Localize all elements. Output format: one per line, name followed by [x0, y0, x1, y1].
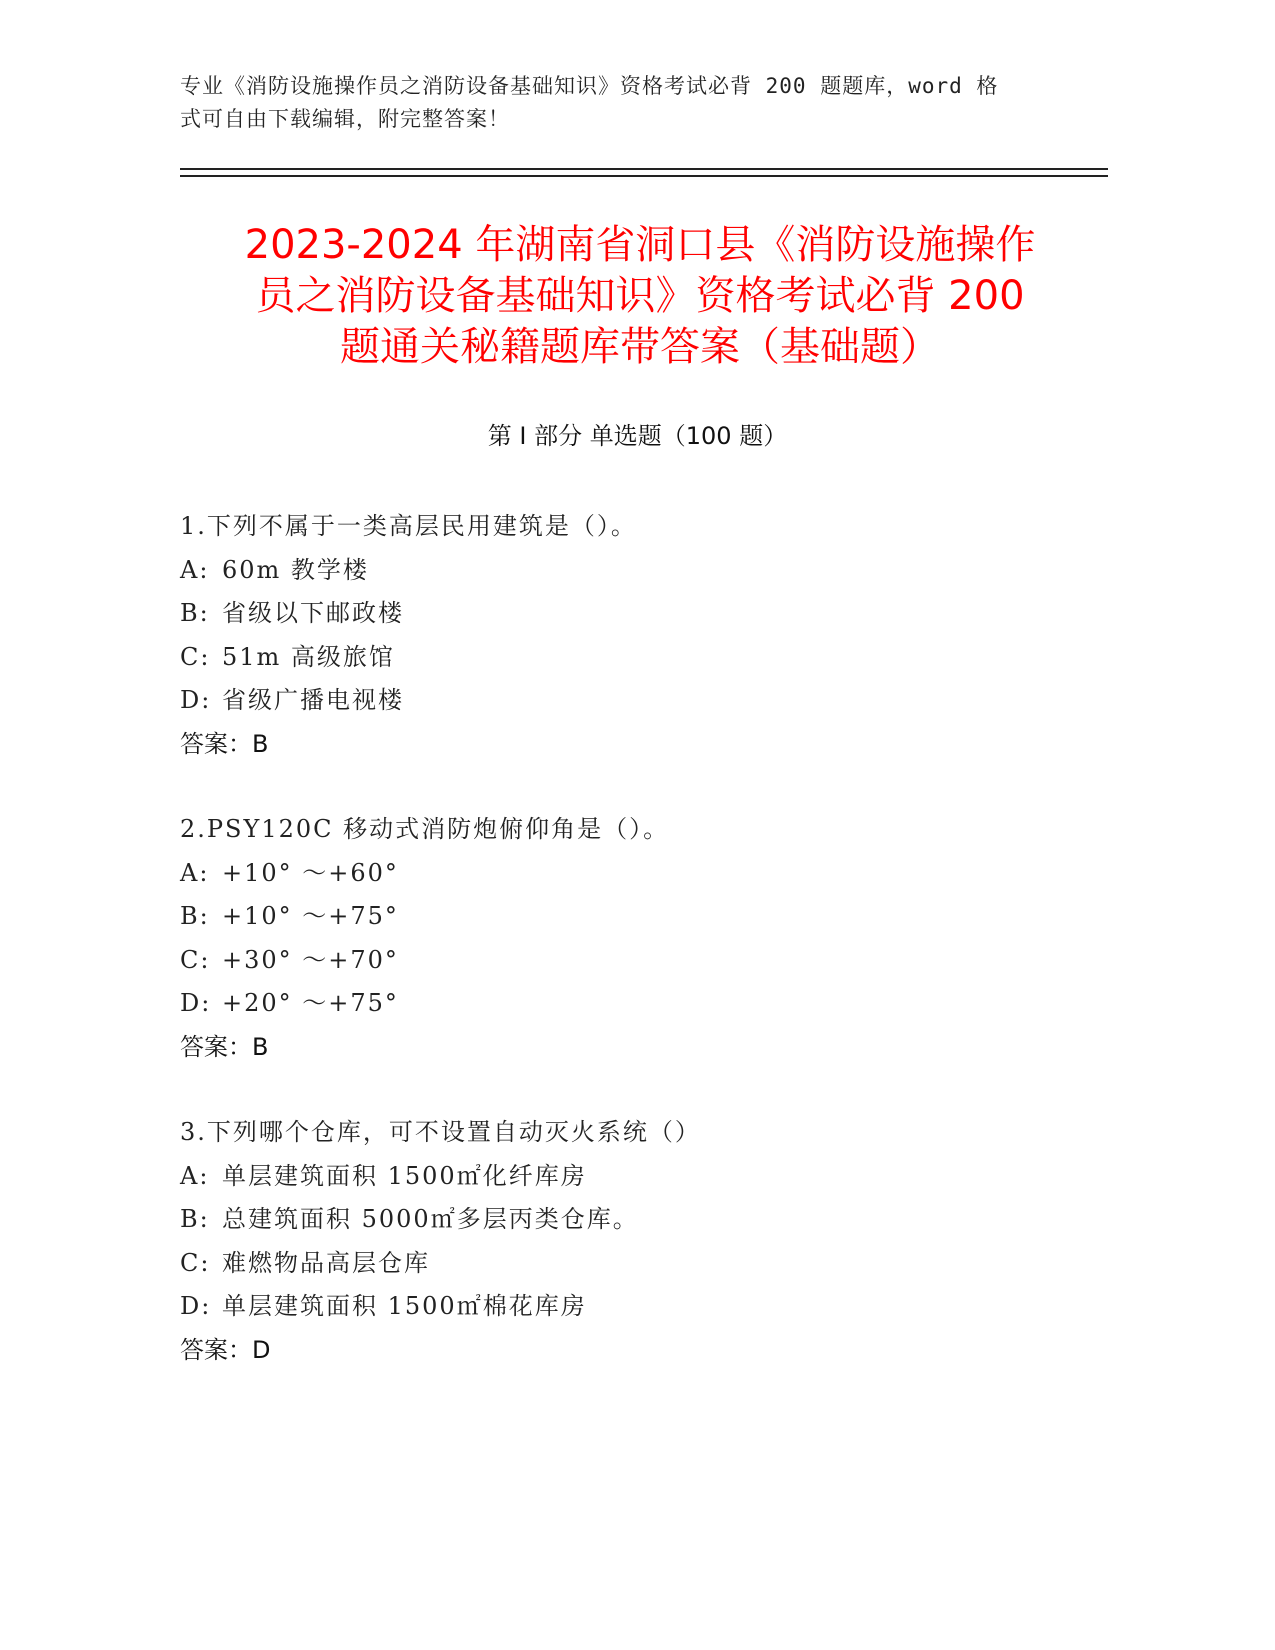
option-b [180, 1198, 1100, 1242]
option-letter: A: [180, 1161, 210, 1190]
option-c [180, 636, 1100, 680]
question-stem: 3.下列哪个仓库，可不设置自动灭火系统（） [180, 1118, 701, 1146]
document-title-line-1: 2023-2024 年湖南省洞口县《消防设施操作 [244, 222, 1036, 268]
option-a [180, 1155, 1100, 1199]
question-item [180, 1111, 1100, 1372]
option-letter: D: [180, 1292, 212, 1320]
option-b [180, 592, 1100, 636]
header-note-line-1: 专业《消防设施操作员之消防设备基础知识》资格考试必背 200 题题库，word 格 [180, 74, 999, 98]
option-a [180, 549, 1100, 593]
answer-text: 答案：D [180, 1335, 271, 1364]
option-text: +30° ～+70° [222, 945, 399, 974]
option-text: +10° ～+75° [222, 902, 399, 930]
option-c [180, 939, 1100, 983]
section-title: 第 I 部分 单选题（100 题） [487, 422, 788, 450]
option-text: 60m 教学楼 [222, 555, 369, 584]
document-title-line-3: 题通关秘籍题库带答案（基础题） [340, 324, 940, 370]
option-text: 难燃物品高层仓库 [222, 1248, 430, 1277]
header-divider-bottom [180, 175, 1108, 177]
option-letter: A: [180, 858, 210, 887]
option-letter: A: [180, 555, 210, 584]
option-letter: D: [180, 989, 212, 1017]
option-letter: B: [180, 599, 210, 627]
option-letter: C: [180, 1248, 211, 1277]
question-stem: 2.PSY120C 移动式消防炮俯仰角是（）。 [180, 815, 670, 843]
option-text: 单层建筑面积 1500㎡化纤库房 [222, 1161, 587, 1190]
document-title [150, 220, 1130, 373]
option-text: +10° ～+60° [222, 858, 399, 887]
question-item [180, 808, 1100, 1069]
option-letter: B: [180, 1205, 210, 1233]
question-list [180, 505, 1100, 1414]
option-text: 省级广播电视楼 [222, 686, 404, 714]
option-text: 总建筑面积 5000㎡多层丙类仓库。 [222, 1205, 639, 1233]
option-d [180, 982, 1100, 1026]
question-item [180, 505, 1100, 766]
option-c [180, 1242, 1100, 1286]
option-d [180, 679, 1100, 723]
option-letter: D: [180, 686, 212, 714]
header-note-line-2: 式可自由下载编辑，附完整答案！ [180, 107, 510, 131]
option-letter: B: [180, 902, 210, 930]
option-text: 省级以下邮政楼 [222, 599, 404, 627]
answer-text: 答案：B [180, 1032, 269, 1061]
header-note [180, 70, 1040, 136]
option-d [180, 1285, 1100, 1329]
document-title-line-2: 员之消防设备基础知识》资格考试必背 200 [255, 273, 1025, 319]
option-letter: C: [180, 945, 211, 974]
option-b [180, 895, 1100, 939]
option-text: 51m 高级旅馆 [222, 642, 395, 671]
option-text: +20° ～+75° [222, 989, 399, 1017]
option-text: 单层建筑面积 1500㎡棉花库房 [222, 1292, 587, 1320]
question-stem: 1.下列不属于一类高层民用建筑是（）。 [180, 512, 637, 540]
option-a [180, 852, 1100, 896]
option-letter: C: [180, 642, 211, 671]
header-divider-top [180, 168, 1108, 170]
answer-text: 答案：B [180, 729, 269, 758]
